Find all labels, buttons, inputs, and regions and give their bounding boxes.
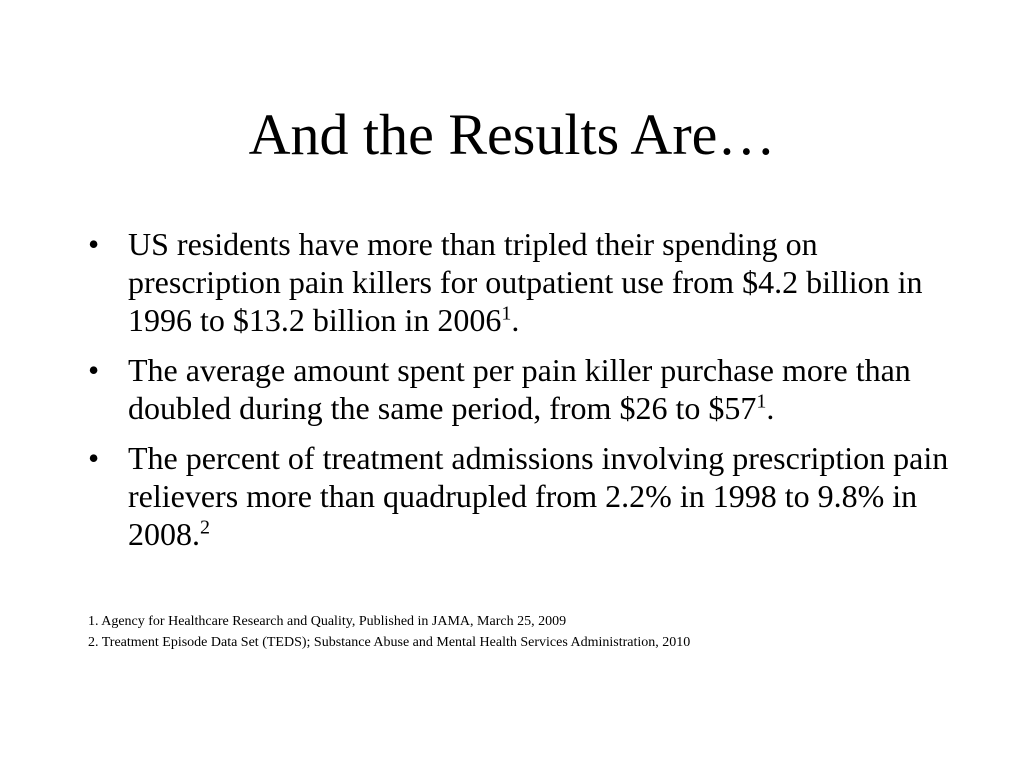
bullet-list	[88, 225, 958, 565]
bullet-item	[88, 351, 958, 427]
footnote-reference: 1	[756, 390, 767, 413]
bullet-body: The average amount spent per pain killer purchase more than doubled during the same period, from $26 to $57	[128, 352, 911, 426]
bullet-marker: •	[88, 226, 100, 262]
footnote-1: 1. Agency for Healthcare Research and Quality, Published in JAMA, March 25, 2009	[88, 614, 567, 629]
footnote-reference: 1	[501, 302, 512, 325]
bullet-text	[128, 352, 911, 426]
footnotes	[88, 611, 988, 653]
bullet-item	[88, 225, 958, 339]
bullet-body: The percent of treatment admissions involving prescription pain relievers more than quadrupled from 2.2% in 1998 to 9.8% in 2008.	[128, 440, 949, 552]
bullet-item	[88, 439, 958, 553]
footnote-reference: 2	[200, 516, 210, 539]
bullet-body: US residents have more than tripled their spending on prescription pain killers for outpatient use from $4.2 billion in 1996 to $13.2 billion in 2006	[128, 226, 923, 338]
bullet-tail: .	[511, 302, 520, 338]
bullet-tail: .	[766, 390, 775, 426]
bullet-text	[128, 440, 948, 552]
bullet-text	[128, 226, 923, 338]
bullet-marker: •	[88, 352, 100, 388]
slide-title: And the Results Are…	[248, 102, 776, 167]
footnote-2: 2. Treatment Episode Data Set (TEDS); Substance Abuse and Mental Health Services Administration, 2010	[88, 635, 691, 650]
bullet-marker: •	[88, 440, 100, 476]
